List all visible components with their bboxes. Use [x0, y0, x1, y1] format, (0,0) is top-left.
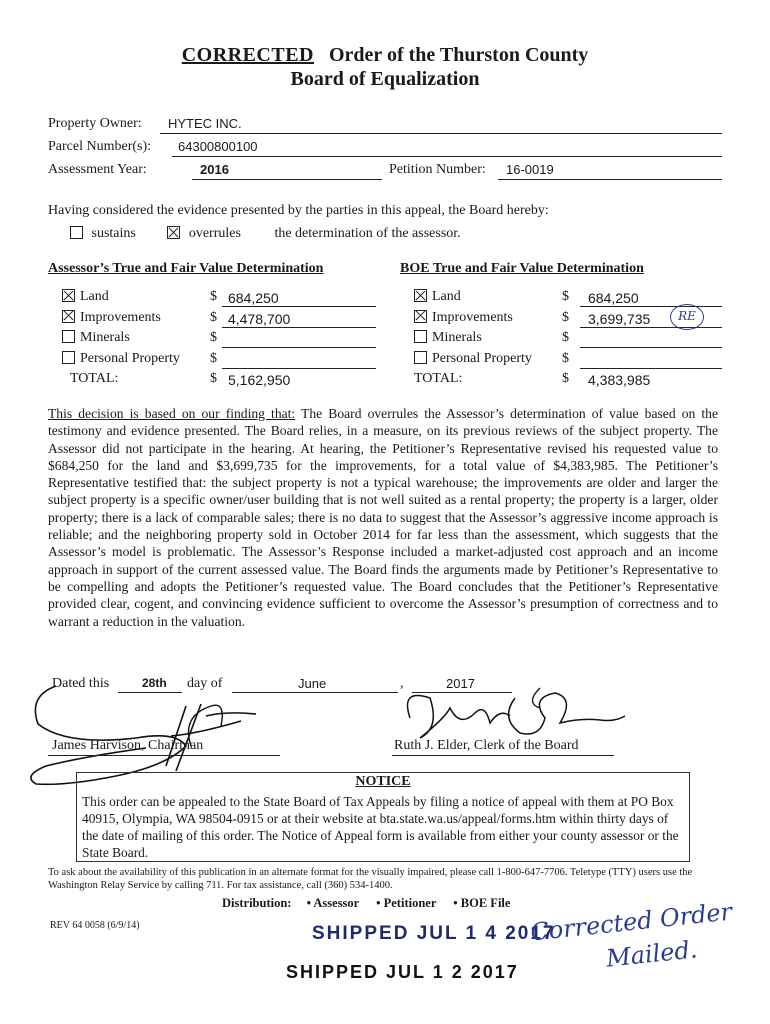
- day-of-label: day of: [187, 676, 223, 691]
- overrules-checkbox: [167, 226, 180, 239]
- assessor-heading: Assessor’s True and Fair Value Determination: [48, 261, 324, 276]
- title-line-1: Order of the Thurston County: [329, 44, 589, 66]
- assessor-value-underline: [222, 327, 376, 328]
- assessor-row-value: 4,478,700: [228, 310, 291, 327]
- assessor-currency-sign: $: [210, 350, 217, 366]
- chair-name: James Harvison, Chairman: [52, 738, 204, 753]
- boe-row-value: 3,699,735: [588, 310, 651, 327]
- boe-currency-sign: $: [562, 330, 569, 345]
- dated-month: June: [298, 676, 327, 691]
- boe-checkbox: [414, 351, 427, 364]
- boe-value-underline: [580, 368, 722, 369]
- dated-year: 2017: [446, 676, 475, 691]
- assessor-row-label: Personal Property: [80, 350, 180, 366]
- parcel-underline: [172, 156, 722, 157]
- corrected-label: CORRECTED: [181, 44, 314, 66]
- boe-row-minerals: [414, 330, 482, 346]
- assessor-row-minerals: [62, 330, 130, 346]
- assessor-row-personal-property: [62, 351, 180, 367]
- decision-tail: the determination of the assessor.: [274, 226, 461, 241]
- finding-lead: This decision is based on our finding that:: [48, 406, 296, 421]
- boe-row-improvements: [414, 310, 513, 326]
- assessor-total-label: TOTAL:: [70, 371, 119, 386]
- decision-options: [70, 226, 461, 242]
- clerk-name: Ruth J. Elder, Clerk of the Board: [394, 738, 579, 753]
- boe-row-label: Improvements: [432, 309, 513, 325]
- assessor-row-label: Improvements: [80, 309, 161, 325]
- assessor-value-underline: [222, 368, 376, 369]
- assessor-row-improvements: [62, 310, 161, 326]
- boe-row-value: 684,250: [588, 290, 639, 306]
- finding-text: The Board overrules the Assessor’s determination of value based on the testimony and evidence presented. The Board relies, in a measure, on its previous reviews of the subject property. The Assessor did not participate in the hearing. At hearing, the Petitioner’s Representative revised his requested value to $684,250 for the land and $3,699,735 for the improvements, for a total value of $4,383,985. The Petitioner’s Representative testified that: the subject property is not a typical warehouse; the improvements are older and larger the subject property is a specific owner/user building that is not well suited as a rental property; the property is a larger, older property; there is a lack of comparable sales; there is no data to suggest that the Assessor’s aggressive income approach is reliable; and the neighboring property sold in October 2014 for far less than the assessment, which suggests that the Assessor’s model is problematic. The Assessor’s Response included a market-adjusted cost approach and an income approach in support of the current assessed value. The Board finds the arguments made by Petitioner’s Representative to be compelling and adopts the Petitioner’s requested value. The Board concludes that the Petitioner’s Representative provided clear, cogent, and convincing evidence sufficient to overcome the Assessor’s presumption of correctness and to warrant a reduction in the valuation.: [48, 406, 718, 629]
- chair-sign-line: [48, 755, 280, 756]
- boe-row-personal-property: [414, 351, 532, 367]
- distribution-assessor: • Assessor: [306, 896, 359, 910]
- shipped-stamp-jul-12: SHIPPED JUL 1 2 2017: [286, 962, 519, 982]
- assessor-currency-sign: $: [210, 289, 217, 304]
- assessor-row-label: Land: [80, 289, 109, 304]
- assessor-checkbox: [62, 351, 75, 364]
- document-title: [0, 44, 770, 67]
- dated-comma: ,: [400, 676, 404, 691]
- assessor-currency-sign: $: [210, 309, 217, 325]
- boe-checkbox: [414, 310, 427, 323]
- notice-text: This order can be appealed to the State Board of Tax Appeals by filing a notice of appeal with them at PO Box 40915, Olympia, WA 98504-0915 or at their website at bta.state.wa.us/appeal/forms.htm within thirty days of the date of mailing of this order. The Notice of Appeal form is available from either your county assessor or the State Board.: [82, 794, 679, 860]
- notice-heading: NOTICE: [355, 774, 411, 789]
- parcel-label: Parcel Number(s):: [48, 139, 152, 154]
- boe-total-label: TOTAL:: [414, 371, 463, 386]
- boe-currency-sign: $: [562, 350, 569, 366]
- assessor-total-value: 5,162,950: [228, 372, 291, 388]
- assessor-row-land: [62, 289, 109, 305]
- assessor-row-value: 684,250: [228, 290, 279, 306]
- boe-total-currency: $: [562, 371, 569, 386]
- boe-row-label: Land: [432, 289, 461, 304]
- year-label: Assessment Year:: [48, 162, 147, 177]
- boe-row-land: [414, 289, 461, 305]
- owner-label: Property Owner:: [48, 116, 142, 131]
- assessor-value-underline: [222, 306, 376, 307]
- decision-intro: Having considered the evidence presented by the parties in this appeal, the Board hereby:: [48, 203, 549, 218]
- owner-value: HYTEC INC.: [168, 116, 242, 131]
- clerk-sign-line: [392, 755, 614, 756]
- boe-value-underline: [580, 347, 722, 348]
- assessor-checkbox: [62, 330, 75, 343]
- boe-heading: BOE True and Fair Value Determination: [400, 261, 644, 276]
- assessor-row-label: Minerals: [80, 330, 130, 345]
- accessibility-text: To ask about the availability of this publication in an alternate format for the visually impaired, please call 1-800-647-7706. Teletype (TTY) users use the Washington Relay Service by calling 711. For tax assistance, call (360) 534-1400.: [48, 867, 693, 891]
- distribution-label: Distribution:: [222, 896, 292, 910]
- assessor-checkbox: [62, 289, 75, 302]
- dated-day: 28th: [142, 676, 167, 690]
- assessor-currency-sign: $: [210, 330, 217, 345]
- title-line-2: Board of Equalization: [290, 68, 480, 90]
- assessor-checkbox: [62, 310, 75, 323]
- year-underline: [192, 179, 382, 180]
- petition-underline: [498, 179, 722, 180]
- distribution: [222, 896, 510, 911]
- shipped-stamp-jul-14: SHIPPED JUL 1 4 2017: [312, 923, 556, 944]
- boe-currency-sign: $: [562, 289, 569, 304]
- decision-paragraph: [48, 405, 718, 630]
- handwritten-corrected-order: Corrected Order: [529, 897, 734, 947]
- assessor-total-currency: $: [210, 371, 217, 386]
- year-value: 2016: [200, 162, 229, 177]
- boe-value-underline: [580, 327, 722, 328]
- boe-total-value: 4,383,985: [588, 372, 651, 388]
- owner-underline: [160, 133, 722, 134]
- overrules-label: overrules: [188, 226, 241, 241]
- boe-row-label: Minerals: [432, 330, 482, 345]
- boe-checkbox: [414, 289, 427, 302]
- assessor-value-underline: [222, 347, 376, 348]
- petition-label: Petition Number:: [389, 162, 486, 177]
- boe-initials: RE: [670, 304, 704, 330]
- boe-checkbox: [414, 330, 427, 343]
- boe-row-label: Personal Property: [432, 350, 532, 366]
- parcel-value: 64300800100: [178, 139, 258, 154]
- sustains-checkbox: [70, 226, 83, 239]
- sustains-label: sustains: [91, 226, 136, 241]
- petition-value: 16-0019: [506, 162, 554, 177]
- handwritten-mailed: Mailed.: [604, 935, 699, 973]
- boe-currency-sign: $: [562, 309, 569, 325]
- distribution-boe-file: • BOE File: [453, 896, 511, 910]
- distribution-petitioner: • Petitioner: [376, 896, 437, 910]
- rev-code: REV 64 0058 (6/9/14): [50, 920, 140, 931]
- dated-label: Dated this: [52, 676, 110, 691]
- boe-value-underline: [580, 306, 722, 307]
